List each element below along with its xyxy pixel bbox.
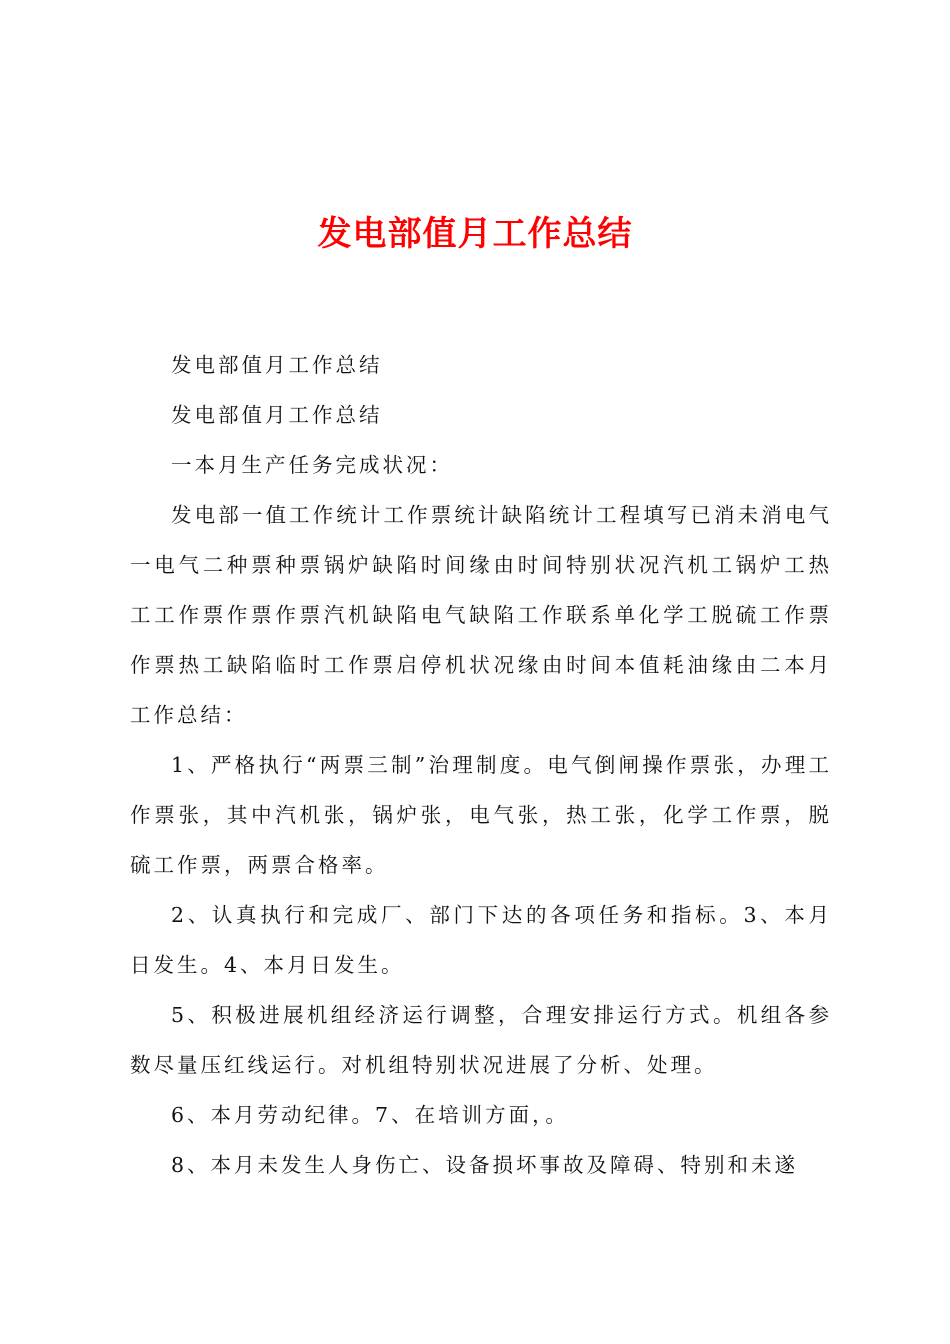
paragraph-item-8: 8、本月未发生人身伤亡、设备损坏事故及障碍、特别和未遂 <box>171 1153 799 1177</box>
document-body <box>130 340 832 1190</box>
paragraph-section-heading: 一本月生产任务完成状况： <box>171 453 453 477</box>
paragraph-subtitle-1: 发电部值月工作总结 <box>171 353 383 377</box>
paragraph-subtitle-2: 发电部值月工作总结 <box>171 403 383 427</box>
document-title: 发电部值月工作总结 <box>317 214 633 254</box>
paragraph-item-5: 5、积极进展机组经济运行调整，合理安排运行方式。机组各参数尽量压红线运行。对机组特别状况进展了分析、处理。 <box>130 1003 832 1077</box>
paragraph-statistics: 发电部一值工作统计工作票统计缺陷统计工程填写已消未消电气一电气二种票种票锅炉缺陷时间缘由时间特别状况汽机工锅炉工热工工作票作票作票汽机缺陷电气缺陷工作联系单化学工脱硫工作票作票热工缺陷临时工作票启停机状况缘由时间本值耗油缘由二本月工作总结： <box>130 503 832 727</box>
paragraph-item-1: 1、严格执行“两票三制”治理制度。电气倒闸操作票张，办理工作票张，其中汽机张，锅炉张，电气张，热工张，化学工作票，脱硫工作票，两票合格率。 <box>130 753 832 877</box>
paragraph-item-6-7: 6、本月劳动纪律。7、在培训方面，。 <box>171 1103 569 1127</box>
paragraph-item-2-4: 2、认真执行和完成厂、部门下达的各项任务和指标。3、本月日发生。4、本月日发生。 <box>130 903 832 977</box>
